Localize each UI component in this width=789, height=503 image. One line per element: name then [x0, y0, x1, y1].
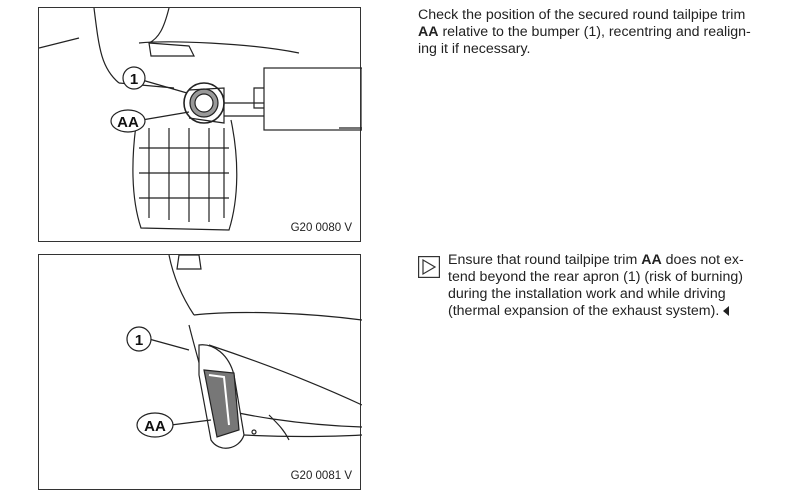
- figure-tailpipe-position: [38, 7, 361, 242]
- note-bold-aa: AA: [641, 252, 662, 268]
- figure-rear-apron: [38, 254, 361, 490]
- note-triangle-icon: [418, 256, 440, 278]
- note-text: [448, 252, 760, 320]
- end-marker-icon: [723, 306, 730, 316]
- step-line-1: Check the position of the secured round tailpipe trim: [418, 7, 746, 23]
- figure-code: G20 0080 V: [290, 222, 352, 234]
- callout-aa: AA: [117, 114, 139, 131]
- step-instruction: [418, 7, 766, 58]
- tailpipe-illustration-2: [39, 255, 362, 491]
- note-line-2: tend beyond the rear apron (1) (risk of burning): [448, 269, 743, 285]
- note-line-1-rest: does not ex-: [661, 252, 744, 268]
- callout-aa: AA: [144, 418, 166, 435]
- step-bold-aa: AA: [418, 24, 439, 40]
- tailpipe-illustration-1: [39, 8, 362, 243]
- callout-1: 1: [134, 332, 144, 349]
- note-line-1: [448, 252, 760, 269]
- note-line-4-text: (thermal expansion of the exhaust system).: [448, 303, 720, 319]
- step-line-2-text: relative to the bumper (1), recentring and realign-: [438, 24, 751, 40]
- figure-code: G20 0081 V: [290, 470, 352, 482]
- step-line-3: ing it if necessary.: [418, 41, 531, 57]
- callout-1: 1: [129, 71, 139, 88]
- note-line-3: during the installation work and while driving: [448, 286, 726, 302]
- step-line-2: [418, 24, 766, 41]
- note-line-1-pre: Ensure that round tailpipe trim: [448, 252, 642, 268]
- note-line-4: [448, 303, 760, 320]
